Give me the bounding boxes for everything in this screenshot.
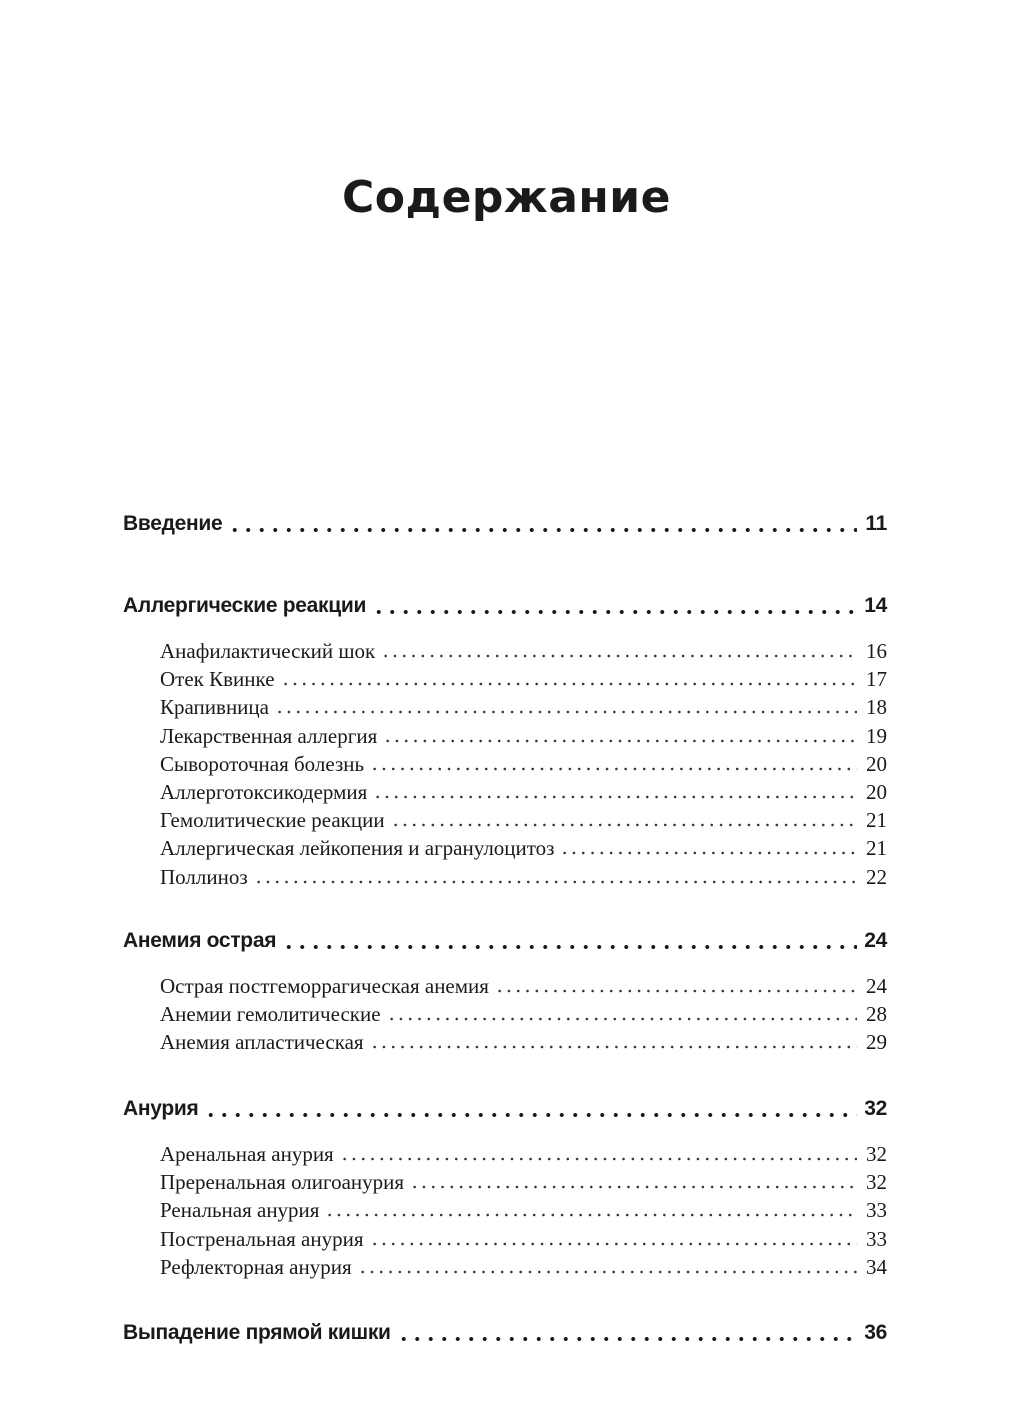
dot-leader xyxy=(370,1239,858,1249)
toc-entry-label: Аллергическая лейкопения и агранулоцитоз xyxy=(160,836,555,861)
toc-entry-label: Анемия апластическая xyxy=(160,1030,364,1055)
toc-page-number: 20 xyxy=(866,751,887,776)
toc-subsection[interactable] xyxy=(160,1142,887,1170)
toc-page-number: 29 xyxy=(866,1030,887,1055)
dot-leader xyxy=(281,679,857,689)
toc-entry-label: Аренальная анурия xyxy=(160,1142,334,1166)
toc-subsection[interactable] xyxy=(160,836,887,864)
toc-page-number: 36 xyxy=(864,1321,887,1344)
dot-leader xyxy=(325,1210,857,1220)
toc-page-number: 32 xyxy=(864,1097,887,1120)
dot-leader xyxy=(228,525,857,535)
page-title: Содержание xyxy=(342,172,671,223)
toc-section[interactable] xyxy=(123,929,887,959)
toc-page-number: 32 xyxy=(866,1142,887,1166)
toc-page-number: 14 xyxy=(864,594,887,617)
toc-page-number: 21 xyxy=(866,836,887,861)
toc-page-number: 32 xyxy=(866,1170,887,1195)
toc-subsection[interactable] xyxy=(160,1002,887,1030)
toc-subsection[interactable] xyxy=(160,752,887,780)
toc-entry-label: Анемия острая xyxy=(123,929,277,952)
toc-subsection[interactable] xyxy=(160,724,887,752)
toc-entry-label: Аллерготоксикодермия xyxy=(160,780,368,804)
toc-subsection[interactable] xyxy=(160,808,887,836)
toc-entry-label: Анемии гемолитические xyxy=(160,1002,381,1027)
dot-leader xyxy=(410,1182,857,1192)
dot-leader xyxy=(282,942,857,952)
dot-leader xyxy=(381,651,857,661)
toc-entry-label: Анафилактический шок xyxy=(160,639,376,663)
dot-leader xyxy=(358,1267,857,1277)
toc-entry-label: Анурия xyxy=(123,1097,199,1120)
toc-entry-label: Отек Квинке xyxy=(160,667,275,692)
toc-page-number: 19 xyxy=(866,723,887,748)
toc-subsection[interactable] xyxy=(160,667,887,695)
toc-section[interactable] xyxy=(123,594,887,624)
toc-subsection[interactable] xyxy=(160,865,887,893)
toc-page-number: 24 xyxy=(866,974,887,998)
dot-leader xyxy=(387,1014,857,1024)
toc-subsection[interactable] xyxy=(160,1255,887,1283)
toc-subsection[interactable] xyxy=(160,780,887,808)
toc-page-number: 34 xyxy=(866,1254,887,1279)
toc-page-number: 16 xyxy=(866,639,887,663)
toc-entry-label: Ренальная анурия xyxy=(160,1198,320,1223)
toc-entry-label: Лекарственная аллергия xyxy=(160,723,378,748)
toc-page-number: 20 xyxy=(866,780,887,804)
toc-subsection[interactable] xyxy=(160,695,887,723)
toc-subsection[interactable] xyxy=(160,1227,887,1255)
dot-leader xyxy=(204,1110,857,1120)
dot-leader xyxy=(560,848,857,858)
toc-entry-label: Аллергические реакции xyxy=(123,594,367,617)
toc-entry-label: Поллиноз xyxy=(160,864,248,889)
toc-entry-label: Выпадение прямой кишки xyxy=(123,1321,391,1344)
toc-subsection[interactable] xyxy=(160,974,887,1002)
toc-subsection[interactable] xyxy=(160,639,887,667)
toc-entry-label: Острая постгеморрагическая анемия xyxy=(160,974,489,998)
toc-entry-label: Введение xyxy=(123,512,223,535)
toc-page-number: 33 xyxy=(866,1226,887,1251)
dot-leader xyxy=(275,707,857,717)
toc-page-number: 11 xyxy=(865,512,887,535)
toc-entry-label: Преренальная олигоанурия xyxy=(160,1170,405,1195)
toc-page-number: 22 xyxy=(866,864,887,889)
dot-leader xyxy=(397,1334,857,1344)
toc-section[interactable] xyxy=(123,512,887,542)
dot-leader xyxy=(383,736,857,746)
dot-leader xyxy=(340,1154,857,1164)
toc-entry-label: Гемолитические реакции xyxy=(160,808,385,833)
dot-leader xyxy=(373,792,857,802)
dot-leader xyxy=(254,877,857,887)
toc-page-number: 21 xyxy=(866,808,887,833)
toc-entry-label: Постренальная анурия xyxy=(160,1226,364,1251)
toc-page-number: 28 xyxy=(866,1002,887,1027)
toc-page-number: 18 xyxy=(866,695,887,720)
dot-leader xyxy=(372,607,857,617)
toc-section[interactable] xyxy=(123,1321,887,1351)
toc-section[interactable] xyxy=(123,1097,887,1127)
toc-page-number: 33 xyxy=(866,1198,887,1223)
toc-entry-label: Крапивница xyxy=(160,695,269,720)
toc-subsection[interactable] xyxy=(160,1030,887,1058)
dot-leader xyxy=(370,1042,857,1052)
toc-page-number: 24 xyxy=(864,929,887,952)
toc-page-number: 17 xyxy=(866,667,887,692)
toc-subsection[interactable] xyxy=(160,1198,887,1226)
dot-leader xyxy=(370,764,857,774)
dot-leader xyxy=(495,986,857,996)
toc-entry-label: Сывороточная болезнь xyxy=(160,751,365,776)
toc-subsection[interactable] xyxy=(160,1170,887,1198)
toc-entry-label: Рефлекторная анурия xyxy=(160,1254,352,1279)
dot-leader xyxy=(391,820,857,830)
